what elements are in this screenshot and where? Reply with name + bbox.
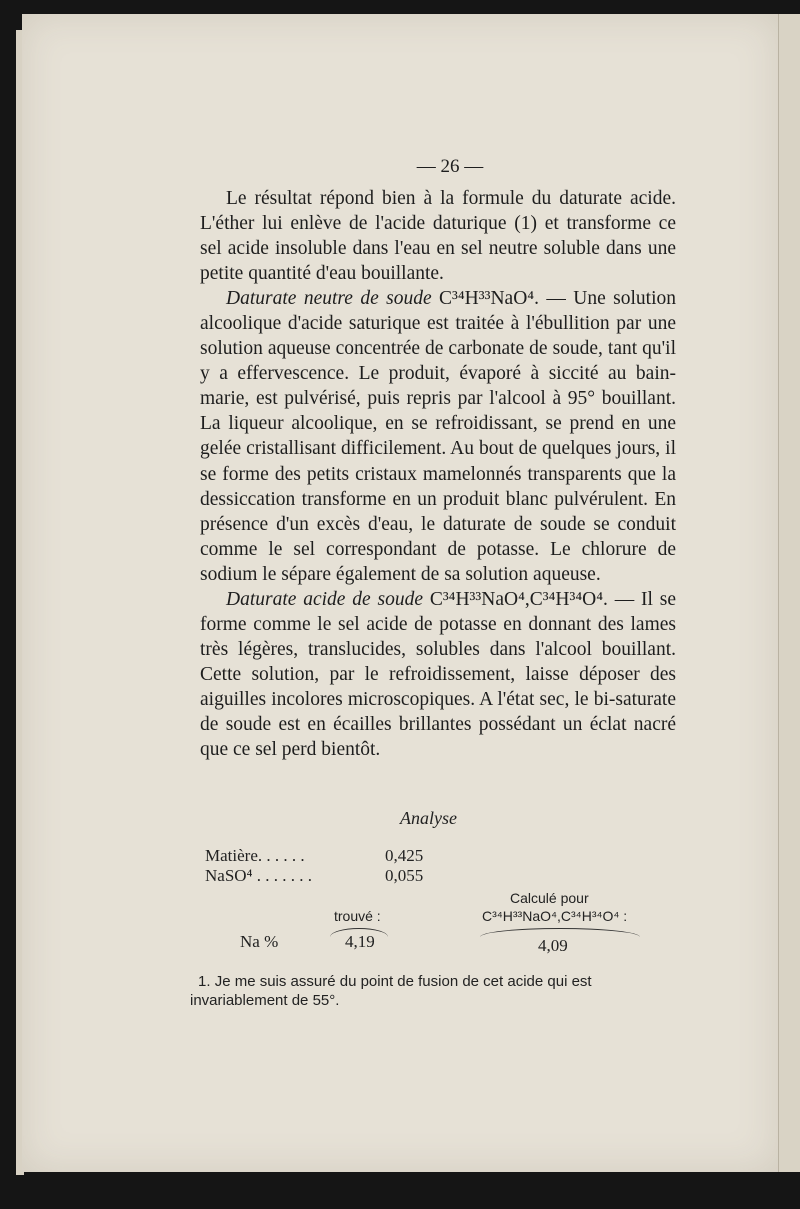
footnote-number: 1. xyxy=(198,973,211,990)
paragraph-3 xyxy=(200,587,676,762)
paragraph-3-lead: Daturate acide de soude xyxy=(226,588,423,610)
body-text xyxy=(200,186,676,762)
paragraph-2 xyxy=(200,286,676,587)
analysis-row-value-2: 0,055 xyxy=(385,866,424,885)
next-page-edge xyxy=(778,14,800,1172)
paragraph-2-text: C³⁴H³³NaO⁴. — Une solution alcoolique d'acide saturique est traitée à l'ébullition par une solution aqueuse concentrée de carbonate de soude, tant qu'il y a effervescence. Le produit, évaporé à siccité au bain-marie, est pulvérisé, puis repris par l'alcool à 95° bouillant. La liqueur alcoolique, en se refroidissant, se prend en une gelée cristallisant difficilement. Au bout de quelques jours, il se forme des petits cristaux mamelonnés transparents que la dessiccation transforme en un produit blanc pulvérulent. En présence d'un excès d'eau, le daturate de soude se conduit comme le sel correspondant de potasse. Le chlorure de sodium le sépare également de sa solution aqueuse. xyxy=(200,288,676,585)
paragraph-1-text: Le résultat répond bien à la formule du daturate acide. L'éther lui enlève de l'acide daturique (1) et transforme ce sel acide insoluble dans l'eau en sel neutre soluble dans une petite quantité d'eau bouillante. xyxy=(200,188,676,285)
calc-value: 4,09 xyxy=(538,936,568,955)
footnote-text: Je me suis assuré du point de fusion de cet acide qui est invariablement de 55°. xyxy=(190,973,592,1009)
paragraph-2-lead: Daturate neutre de soude xyxy=(226,288,432,310)
calc-header-line-1: Calculé pour xyxy=(510,890,589,906)
footnote xyxy=(190,972,666,1010)
paragraph-3-text: C³⁴H³³NaO⁴,C³⁴H³⁴O⁴. — Il se forme comme le sel acide de potasse en donnant des lames très légères, translucides, solubles dans l'alcool bouillant. Cette solution, par le refroidissement, laisse déposer des aiguilles incolores microscopiques. A l'état sec, le bi-saturate de soude est en écailles brillantes possédant un éclat nacré que ce sel perd bientôt. xyxy=(200,588,676,761)
found-value: 4,19 xyxy=(345,932,375,951)
analysis-title: Analyse xyxy=(400,808,457,828)
page-number: — 26 — xyxy=(416,156,484,177)
result-label: Na % xyxy=(240,932,279,951)
found-header: trouvé : xyxy=(334,908,381,924)
analysis-row-label-1: Matière. . . . . . xyxy=(205,846,305,865)
calc-header-line-2: C³⁴H³³NaO⁴,C³⁴H³⁴O⁴ : xyxy=(482,908,628,924)
analysis-row-value-1: 0,425 xyxy=(385,846,424,865)
analysis-row-label-2: NaSO⁴ . . . . . . . xyxy=(205,866,312,885)
paragraph-1 xyxy=(200,186,676,286)
